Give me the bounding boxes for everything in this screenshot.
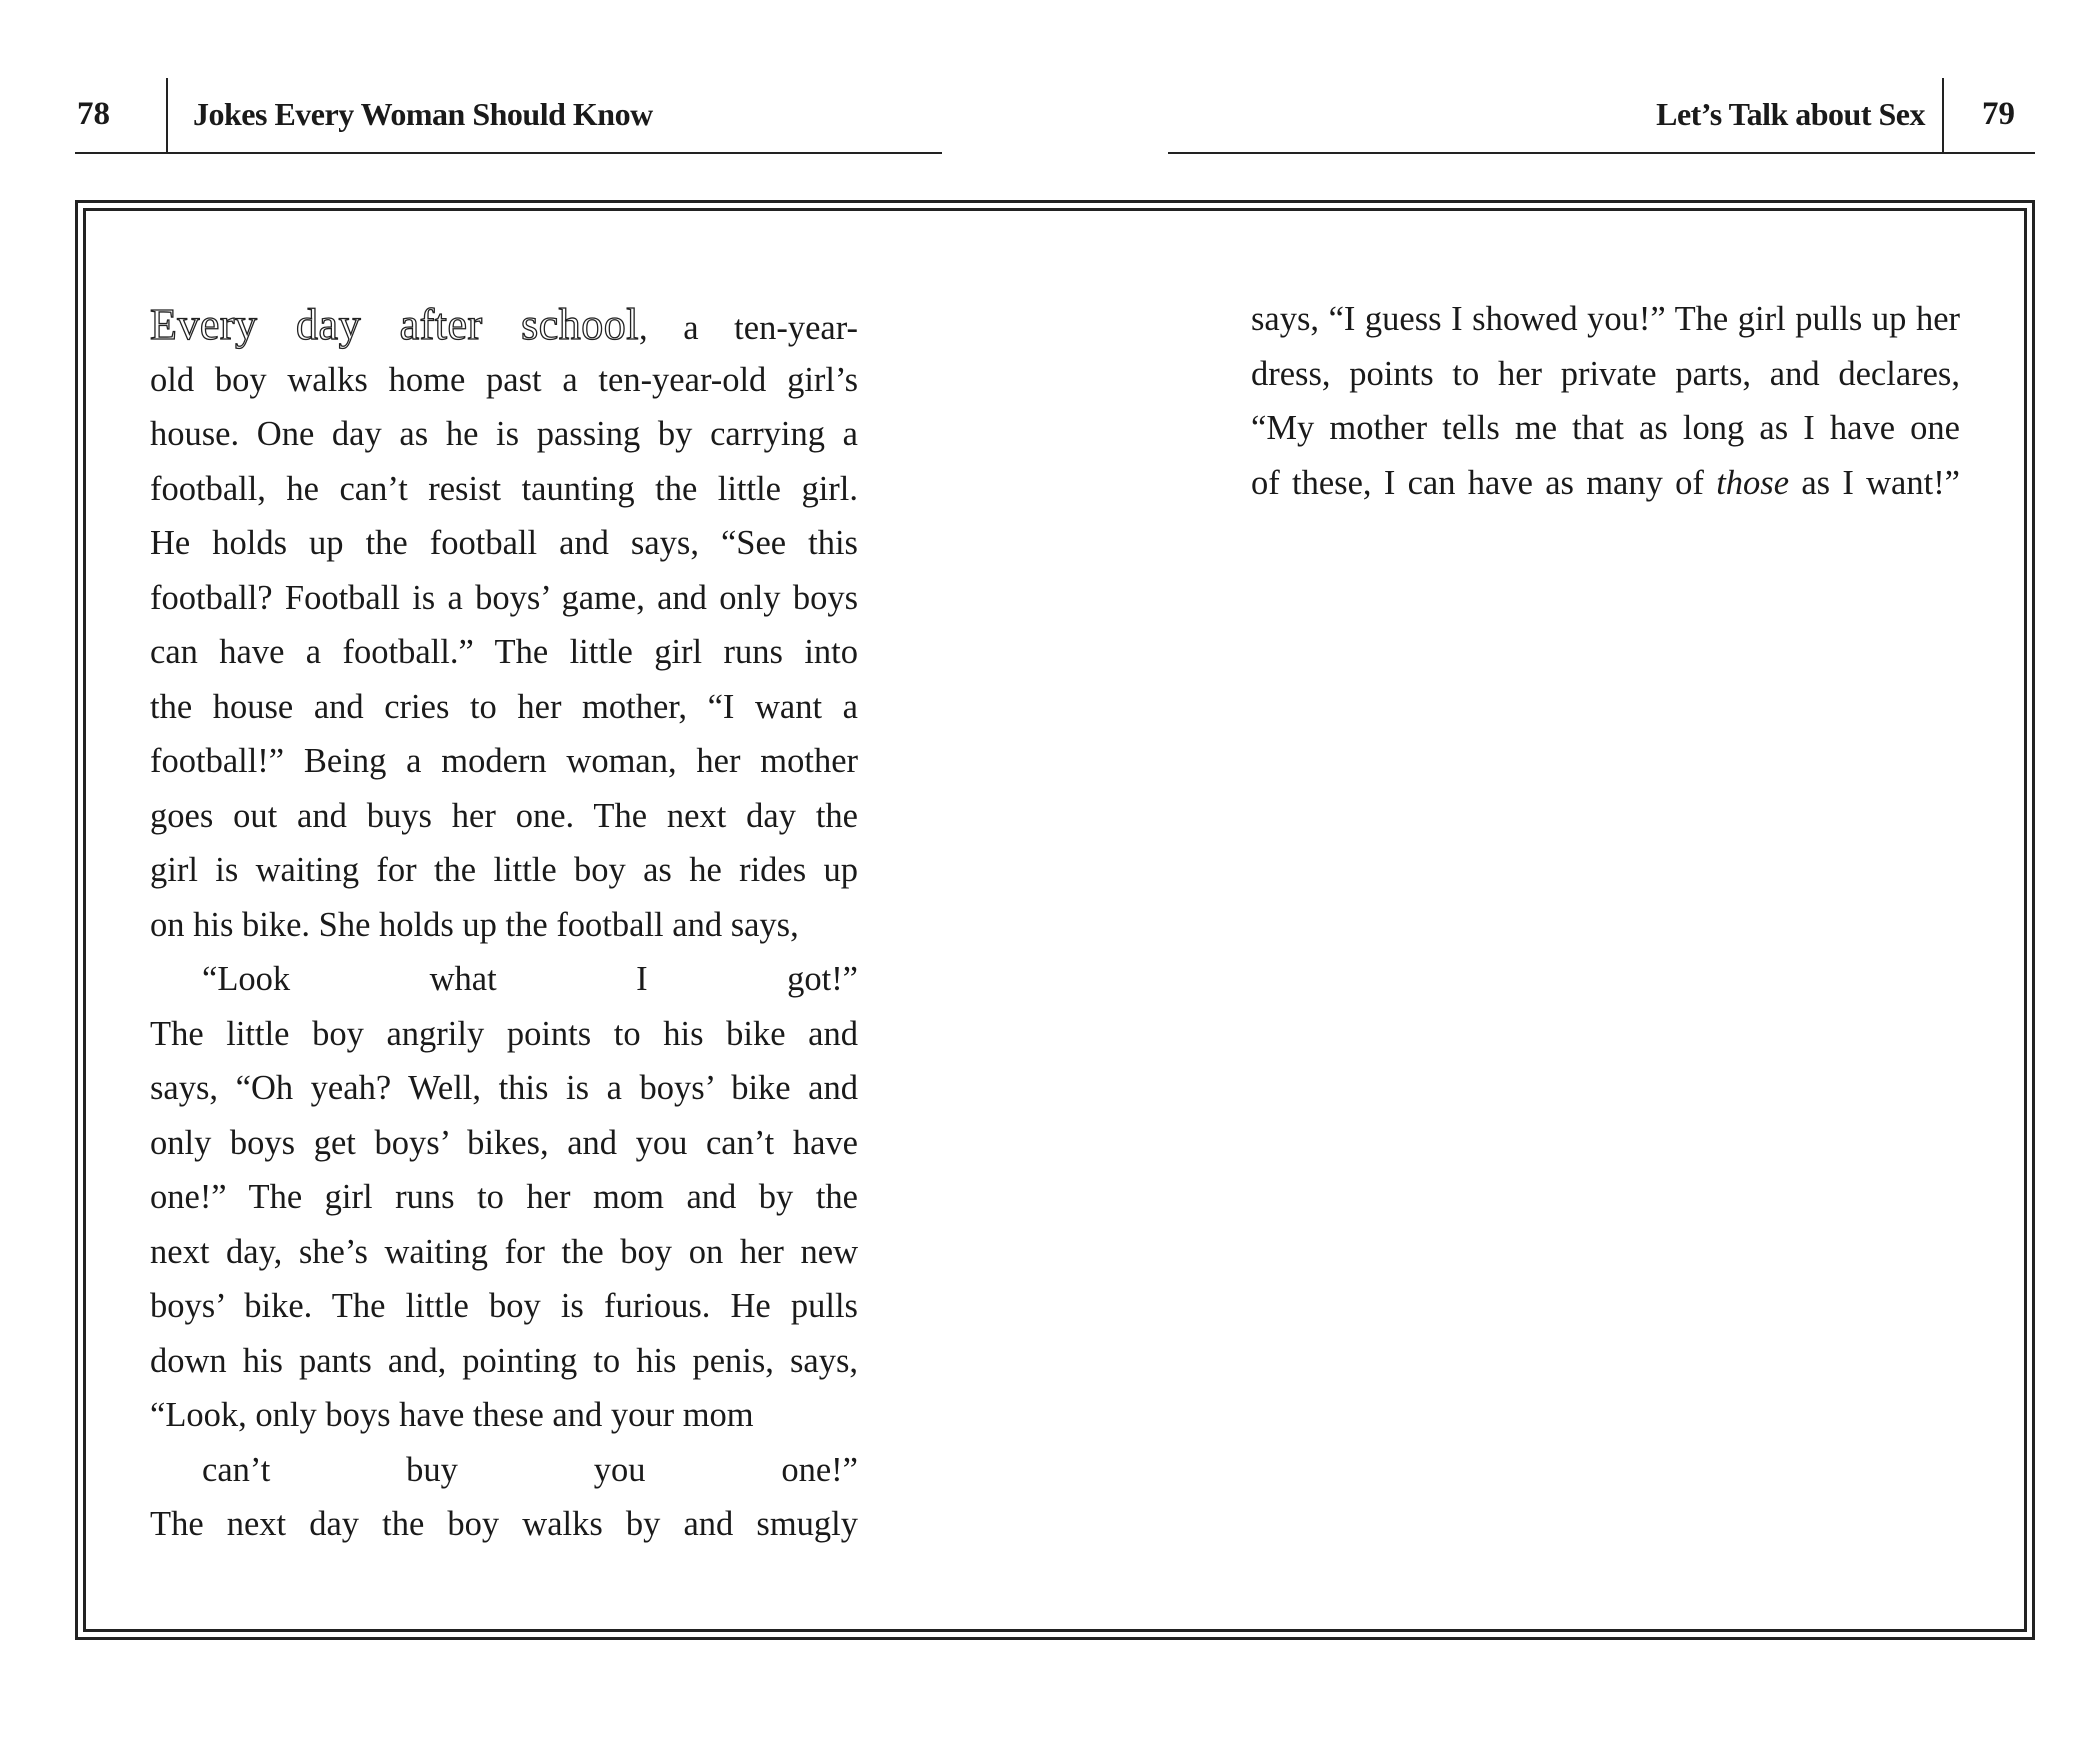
body-line: can’t buy you one!”: [202, 1450, 858, 1489]
body-line: one!” The girl runs to her mom and by the: [150, 1178, 858, 1216]
italic-text: those: [1716, 463, 1790, 502]
body-line: can have a football.” The little girl runs into: [150, 633, 858, 671]
body-line: football? Football is a boys’ game, and only boys: [150, 578, 858, 617]
header-divider: [1942, 78, 1944, 152]
body-line: “My mother tells me that as long as I have one: [1251, 409, 1960, 447]
right-page-number: 79: [1982, 96, 2015, 132]
body-line: The next day the boy walks by and smugly: [150, 1505, 858, 1543]
body-line: [150, 298, 858, 353]
right-page-header: [1168, 78, 2035, 154]
header-divider: [166, 78, 168, 152]
left-running-head: Jokes Every Woman Should Know: [193, 96, 653, 132]
right-running-head: Let’s Talk about Sex: [1656, 96, 1925, 132]
body-line: the house and cries to her mother, “I want a: [150, 687, 858, 726]
lead-in-heading: Every day after school: [150, 300, 640, 349]
body-line: girl is waiting for the little boy as he rides up: [150, 851, 858, 889]
body-line: on his bike. She holds up the football and says,: [150, 905, 799, 944]
body-line: “Look what I got!”: [202, 960, 858, 998]
body-line: football!” Being a modern woman, her mother: [150, 742, 858, 780]
body-text: , a ten-year-: [639, 309, 858, 347]
right-page-body: [1251, 292, 1960, 510]
body-line: down his pants and, pointing to his penis, says,: [150, 1341, 858, 1380]
left-page-number: 78: [77, 96, 110, 132]
body-line: next day, she’s waiting for the boy on her new: [150, 1232, 858, 1271]
body-line: “Look, only boys have these and your mom: [150, 1396, 754, 1434]
body-line: says, “I guess I showed you!” The girl pulls up her: [1251, 300, 1960, 338]
left-page-header: [75, 78, 942, 154]
body-line: only boys get boys’ bikes, and you can’t have: [150, 1123, 858, 1162]
body-line: house. One day as he is passing by carrying a: [150, 415, 858, 453]
body-line: dress, points to her private parts, and declares,: [1251, 354, 1960, 393]
body-line: [1251, 456, 1960, 511]
body-text: of these, I can have as many of: [1251, 463, 1717, 502]
body-line: goes out and buys her one. The next day the: [150, 796, 858, 835]
body-line: old boy walks home past a ten-year-old girl’s: [150, 360, 858, 399]
body-line: says, “Oh yeah? Well, this is a boys’ bike and: [150, 1069, 858, 1107]
body-line: boys’ bike. The little boy is furious. He pulls: [150, 1287, 858, 1325]
body-line: The little boy angrily points to his bike and: [150, 1014, 858, 1053]
left-page-body: [150, 298, 858, 1552]
body-text: as I want!”: [1789, 463, 1960, 502]
body-line: football, he can’t resist taunting the little girl.: [150, 469, 858, 508]
body-line: He holds up the football and says, “See this: [150, 524, 858, 562]
